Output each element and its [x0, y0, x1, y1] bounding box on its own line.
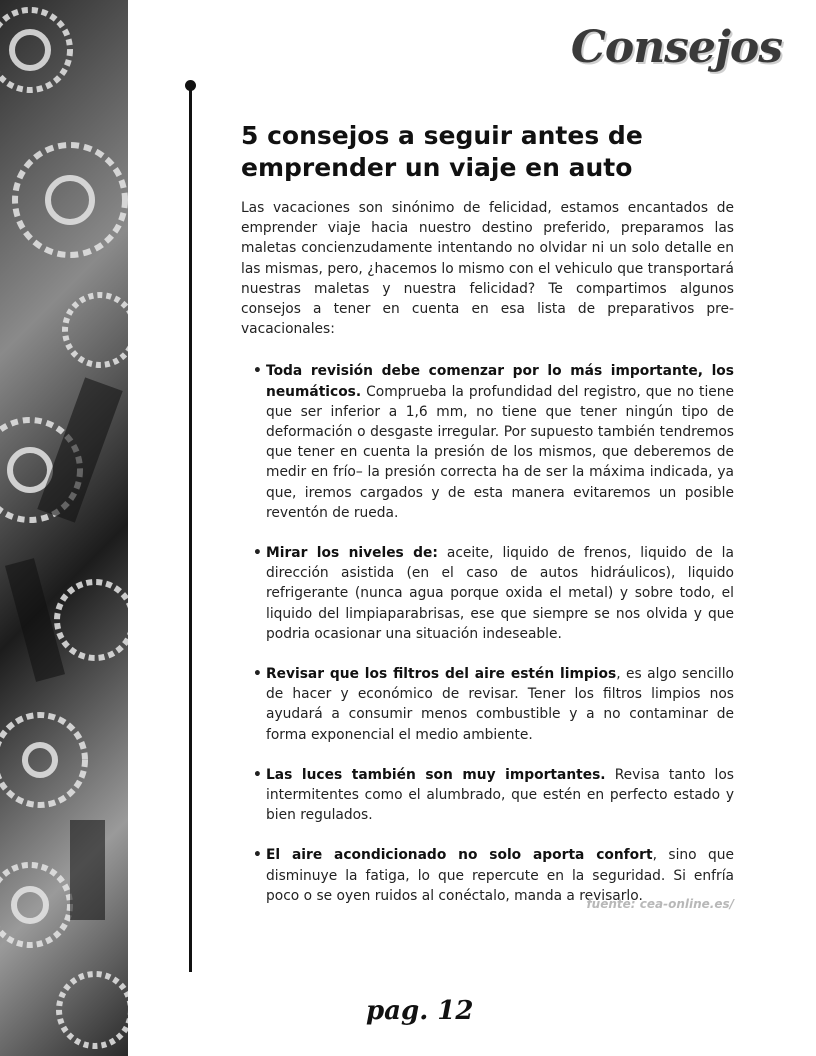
tip-heading: Las luces también son muy importantes. — [266, 766, 606, 783]
article-title: 5 consejos a seguir antes de emprender un viaje en auto — [241, 121, 643, 182]
tip-item — [253, 543, 734, 644]
tip-text: Comprueba la profundidad del registro, que no tiene que ser inferior a 1,6 mm, no tiene que tener ningún tipo de deformación o desgaste irregular. Por supuesto también tendremos que tener en cuenta la presión de los mismos, que deberemos de medir en frío– la presión correcta ha de ser la máxima indicada, ya que, iremos cargados y de esta manera evitaremos un posible reventón de rueda. — [266, 383, 734, 521]
tip-item — [253, 664, 734, 745]
section-title: Consejos — [570, 22, 782, 73]
timeline-line — [189, 88, 192, 972]
tip-heading: Revisar que los filtros del aire estén limpios — [266, 666, 617, 683]
gears-image — [0, 0, 128, 1056]
bullet: • — [253, 766, 262, 783]
page-number: pag. 12 — [366, 996, 474, 1026]
article — [241, 120, 734, 926]
tips-list — [241, 361, 734, 906]
tip-item — [253, 765, 734, 826]
tip-heading: El aire acondicionado no solo aporta confort — [266, 847, 653, 864]
tip-text: aceite, liquido de frenos, liquido de la dirección asistida (en el caso de autos hidráulicos), liquido refrigerante (nunca agua porque oxida el metal) y sobre todo, el liquido del limpiaparabrisas, ese que siempre se nos olvida y que podria ocasionar una situación indeseable. — [266, 545, 734, 642]
tip-heading: Mirar los niveles de: — [266, 545, 438, 562]
source-credit: fuente: cea-online.es/ — [586, 897, 734, 911]
bullet: • — [253, 666, 262, 683]
tip-text: Revisa tanto los intermitentes como el alumbrado, que estén en perfecto estado y bien regulados. — [266, 766, 734, 824]
bullet: • — [253, 363, 262, 380]
tip-text: , es algo sencillo de hacer y económico de revisar. Tener los filtros limpios nos ayudará a consumir menos combustible y a no contaminar de forma exponencial el medio ambiente. — [266, 666, 734, 743]
article-intro: Las vacaciones son sinónimo de felicidad, estamos encantados de emprender viaje hacia nuestro destino preferido, preparamos las maletas concienzudamente intentando no olvidar ni un solo detalle en las mismas, pero, ¿hacemos lo mismo con el vehiculo que transportará nuestras maletas y nuestra felicidad? Te compartimos algunos consejos a tener en cuenta en esa lista de preparativos pre-vacacionales: — [241, 200, 734, 338]
tip-item — [253, 361, 734, 523]
bullet: • — [253, 545, 262, 562]
tip-heading: Toda revisión debe comenzar por lo más importante, los neumáticos. — [266, 363, 734, 400]
tip-text: , sino que disminuye la fatiga, lo que repercute en la seguridad. Si enfría poco o se oyen ruidos al conéctalo, manda a revisarlo. — [266, 847, 734, 904]
bullet: • — [253, 847, 262, 864]
